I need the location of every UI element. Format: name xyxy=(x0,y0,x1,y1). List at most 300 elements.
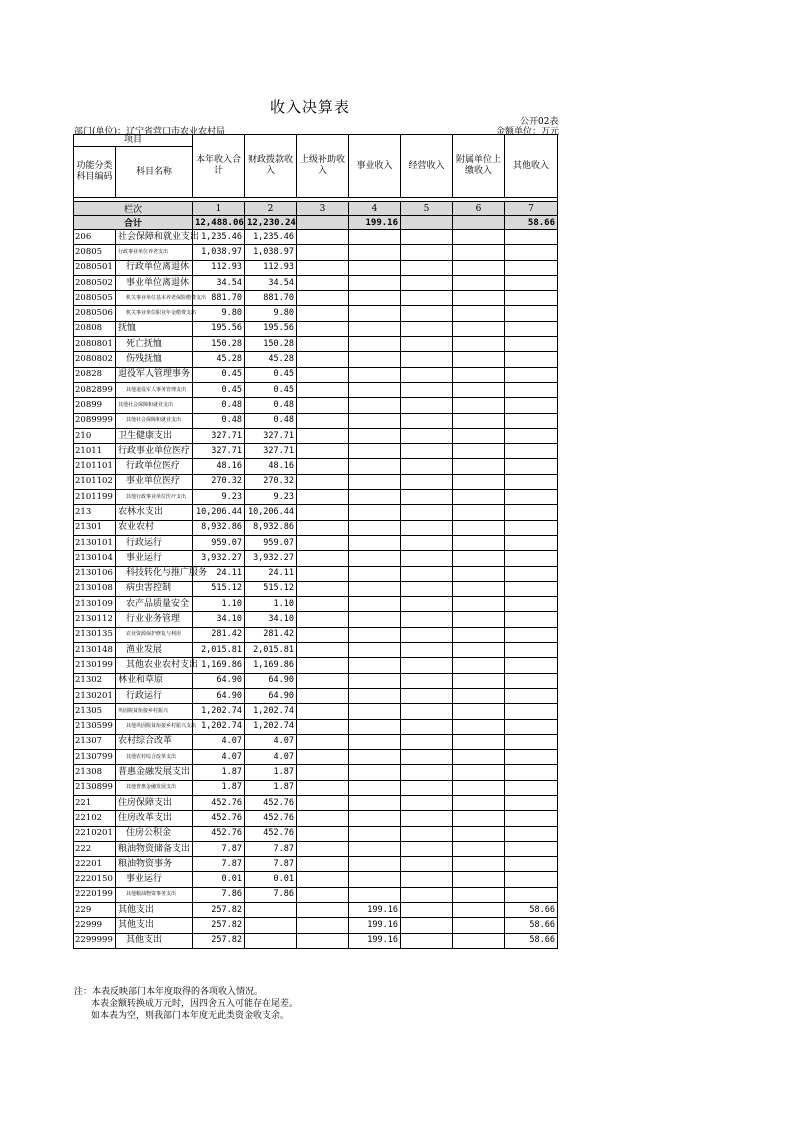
row-value: 150.28 xyxy=(245,337,297,352)
row-name: 其他退役军人事务管理支出 xyxy=(116,382,193,397)
row-value: 515.12 xyxy=(245,581,297,596)
row-value xyxy=(505,428,558,443)
row-value: 0.01 xyxy=(245,872,297,887)
table-row xyxy=(74,444,558,459)
row-value xyxy=(297,750,349,765)
row-value xyxy=(505,719,558,734)
row-value xyxy=(505,826,558,841)
row-value xyxy=(505,474,558,489)
row-value xyxy=(297,566,349,581)
row-value xyxy=(505,658,558,673)
row-value: 1,235.46 xyxy=(193,230,245,245)
row-value xyxy=(401,811,453,826)
row-value xyxy=(453,428,505,443)
row-value xyxy=(505,887,558,902)
row-value: 452.76 xyxy=(193,795,245,810)
row-value xyxy=(349,658,401,673)
table-row xyxy=(74,780,558,795)
table-row xyxy=(74,551,558,566)
row-value xyxy=(297,230,349,245)
row-value xyxy=(505,612,558,627)
row-value xyxy=(401,750,453,765)
row-value xyxy=(297,275,349,290)
row-value xyxy=(297,306,349,321)
row-name: 渔业发展 xyxy=(116,643,193,658)
row-value xyxy=(401,658,453,673)
row-value xyxy=(453,627,505,642)
table-row xyxy=(74,811,558,826)
row-value: 281.42 xyxy=(193,627,245,642)
total-cell xyxy=(401,216,453,230)
row-name: 农村综合改革 xyxy=(116,734,193,749)
row-value xyxy=(401,490,453,505)
row-value xyxy=(297,887,349,902)
row-value: 4.07 xyxy=(245,750,297,765)
row-value xyxy=(401,535,453,550)
row-code: 2299999 xyxy=(74,933,116,948)
row-name: 其他支出 xyxy=(116,933,193,948)
row-value xyxy=(401,505,453,520)
row-value xyxy=(401,857,453,872)
row-value xyxy=(349,597,401,612)
table-row xyxy=(74,903,558,918)
row-value xyxy=(505,337,558,352)
row-name: 粮油物资储备支出 xyxy=(116,841,193,856)
row-value: 7.86 xyxy=(193,887,245,902)
row-value: 881.70 xyxy=(193,291,245,306)
row-value xyxy=(297,551,349,566)
row-value xyxy=(401,275,453,290)
row-value xyxy=(349,321,401,336)
row-value xyxy=(505,230,558,245)
row-value xyxy=(297,658,349,673)
row-value xyxy=(453,245,505,260)
row-code: 2130201 xyxy=(74,688,116,703)
index-number: 7 xyxy=(505,202,558,216)
row-code: 2130148 xyxy=(74,643,116,658)
row-value xyxy=(297,780,349,795)
row-value xyxy=(349,872,401,887)
row-value xyxy=(349,581,401,596)
row-value xyxy=(401,780,453,795)
row-value: 3,932.27 xyxy=(245,551,297,566)
row-code: 22201 xyxy=(74,857,116,872)
row-value xyxy=(349,857,401,872)
row-code: 2080802 xyxy=(74,352,116,367)
row-value xyxy=(505,566,558,581)
row-name: 其他巩固脱贫衔接乡村振兴支出 xyxy=(116,719,193,734)
row-name: 行政事业单位养老支出 xyxy=(116,245,193,260)
row-value xyxy=(297,260,349,275)
row-value xyxy=(349,765,401,780)
row-value xyxy=(297,245,349,260)
row-value: 257.82 xyxy=(193,933,245,948)
row-value xyxy=(505,750,558,765)
table-row xyxy=(74,566,558,581)
row-value xyxy=(453,474,505,489)
row-value: 1,202.74 xyxy=(245,719,297,734)
table-row xyxy=(74,275,558,290)
row-value xyxy=(297,413,349,428)
row-code: 2130899 xyxy=(74,780,116,795)
row-value xyxy=(453,444,505,459)
table-row xyxy=(74,887,558,902)
row-code: 2130109 xyxy=(74,597,116,612)
row-value xyxy=(505,581,558,596)
row-value xyxy=(297,872,349,887)
row-value xyxy=(349,826,401,841)
row-name: 其他社会保障和就业支出 xyxy=(116,413,193,428)
row-value xyxy=(401,887,453,902)
row-value: 0.45 xyxy=(245,382,297,397)
total-cell: 12,488.06 xyxy=(193,216,245,230)
row-code: 2101199 xyxy=(74,490,116,505)
row-value xyxy=(453,750,505,765)
row-value xyxy=(297,612,349,627)
row-code: 21307 xyxy=(74,734,116,749)
row-value xyxy=(297,643,349,658)
col-header-code: 功能分类科目编码 xyxy=(74,147,116,198)
row-value xyxy=(453,566,505,581)
row-value xyxy=(505,872,558,887)
row-value xyxy=(297,428,349,443)
col-header-name: 科目名称 xyxy=(116,147,193,198)
row-value xyxy=(505,551,558,566)
row-code: 2130135 xyxy=(74,627,116,642)
row-value xyxy=(401,826,453,841)
row-value xyxy=(297,352,349,367)
row-value xyxy=(401,398,453,413)
amount-unit-label: 金额单位：万元 xyxy=(496,127,560,137)
row-name: 住房保障支出 xyxy=(116,795,193,810)
row-value xyxy=(505,398,558,413)
table-row xyxy=(74,719,558,734)
row-value xyxy=(349,520,401,535)
table-row xyxy=(74,765,558,780)
row-value xyxy=(453,673,505,688)
row-value xyxy=(401,474,453,489)
row-code: 2220199 xyxy=(74,887,116,902)
row-value xyxy=(453,352,505,367)
row-value xyxy=(401,321,453,336)
row-value: 0.48 xyxy=(193,398,245,413)
row-value xyxy=(505,352,558,367)
row-value xyxy=(297,903,349,918)
row-value: 199.16 xyxy=(349,903,401,918)
row-name: 事业单位离退休 xyxy=(116,275,193,290)
row-value xyxy=(453,643,505,658)
row-value: 4.07 xyxy=(193,734,245,749)
row-code: 2130101 xyxy=(74,535,116,550)
col-header-business: 事业收入 xyxy=(349,135,401,198)
row-value: 1.10 xyxy=(193,597,245,612)
row-value: 1.87 xyxy=(245,765,297,780)
row-code: 2080506 xyxy=(74,306,116,321)
row-value: 327.71 xyxy=(193,444,245,459)
row-name: 行政运行 xyxy=(116,688,193,703)
row-name: 机关事业单位基本养老保险缴费支出 xyxy=(116,291,193,306)
row-value xyxy=(453,903,505,918)
row-value xyxy=(401,245,453,260)
table-row xyxy=(74,337,558,352)
table-row xyxy=(74,260,558,275)
row-value: 4.07 xyxy=(193,750,245,765)
row-value xyxy=(297,444,349,459)
department-label: 部门(单位)：辽宁省营口市农业农村局 xyxy=(74,127,226,137)
row-value xyxy=(401,933,453,948)
table-row xyxy=(74,321,558,336)
row-code: 210 xyxy=(74,428,116,443)
row-value: 452.76 xyxy=(245,826,297,841)
row-value xyxy=(349,398,401,413)
row-value xyxy=(453,291,505,306)
row-name: 巩固脱贫衔接乡村振兴 xyxy=(116,704,193,719)
page-title: 收入决算表 xyxy=(269,98,350,116)
row-value xyxy=(453,551,505,566)
row-value xyxy=(505,780,558,795)
col-header-fiscal: 财政拨款收入 xyxy=(245,135,297,198)
row-value xyxy=(297,291,349,306)
row-value: 0.45 xyxy=(193,382,245,397)
row-value xyxy=(401,382,453,397)
row-value xyxy=(349,719,401,734)
row-value xyxy=(505,734,558,749)
row-value xyxy=(297,704,349,719)
row-value xyxy=(401,581,453,596)
row-value: 7.87 xyxy=(193,841,245,856)
table-row xyxy=(74,612,558,627)
row-value: 24.11 xyxy=(193,566,245,581)
total-cell: 58.66 xyxy=(505,216,558,230)
table-row xyxy=(74,933,558,948)
row-value xyxy=(453,306,505,321)
row-value xyxy=(349,459,401,474)
footnotes xyxy=(74,986,298,1022)
row-value: 24.11 xyxy=(245,566,297,581)
row-value: 1,202.74 xyxy=(245,704,297,719)
row-code: 2130104 xyxy=(74,551,116,566)
row-value xyxy=(349,887,401,902)
row-name: 林业和草原 xyxy=(116,673,193,688)
row-value xyxy=(505,795,558,810)
row-value xyxy=(453,597,505,612)
table-row xyxy=(74,841,558,856)
row-value xyxy=(349,688,401,703)
row-value xyxy=(453,780,505,795)
row-code: 20808 xyxy=(74,321,116,336)
row-value: 2,015.81 xyxy=(193,643,245,658)
row-name: 其他农业农村支出 xyxy=(116,658,193,673)
row-value xyxy=(453,887,505,902)
table-row xyxy=(74,428,558,443)
table-row xyxy=(74,474,558,489)
row-value xyxy=(453,520,505,535)
row-value: 45.28 xyxy=(193,352,245,367)
row-value xyxy=(401,841,453,856)
row-value xyxy=(401,551,453,566)
row-value xyxy=(349,734,401,749)
row-value xyxy=(349,291,401,306)
row-value xyxy=(297,597,349,612)
row-value xyxy=(401,918,453,933)
row-value: 1.87 xyxy=(193,780,245,795)
project-header: 项目 xyxy=(74,135,193,147)
row-value xyxy=(401,367,453,382)
row-name: 其他支出 xyxy=(116,903,193,918)
row-value xyxy=(297,918,349,933)
row-value xyxy=(297,795,349,810)
row-value: 10,206.44 xyxy=(245,505,297,520)
row-value xyxy=(401,688,453,703)
row-value xyxy=(297,826,349,841)
row-value xyxy=(453,872,505,887)
form-number: 公开02表 xyxy=(520,117,559,127)
table-row xyxy=(74,459,558,474)
row-value xyxy=(349,490,401,505)
total-cell xyxy=(297,216,349,230)
row-value: 327.71 xyxy=(245,428,297,443)
row-value: 270.32 xyxy=(193,474,245,489)
row-code: 2101102 xyxy=(74,474,116,489)
row-name: 卫生健康支出 xyxy=(116,428,193,443)
row-value xyxy=(453,933,505,948)
row-name: 行业业务管理 xyxy=(116,612,193,627)
row-value: 257.82 xyxy=(193,903,245,918)
row-value xyxy=(401,795,453,810)
col-header-operation: 经营收入 xyxy=(401,135,453,198)
row-value xyxy=(297,688,349,703)
row-name: 死亡抚恤 xyxy=(116,337,193,352)
row-value xyxy=(505,413,558,428)
table-row xyxy=(74,291,558,306)
row-value: 58.66 xyxy=(505,933,558,948)
row-value xyxy=(297,337,349,352)
index-number: 4 xyxy=(349,202,401,216)
footnote: 本表金额转换成万元时，因四舍五入可能存在尾差。 xyxy=(91,999,299,1009)
row-value: 0.48 xyxy=(193,413,245,428)
row-value xyxy=(453,535,505,550)
row-value xyxy=(401,719,453,734)
row-name: 农产品质量安全 xyxy=(116,597,193,612)
row-value xyxy=(401,291,453,306)
row-value xyxy=(297,581,349,596)
row-value xyxy=(297,535,349,550)
row-code: 221 xyxy=(74,795,116,810)
row-code: 21305 xyxy=(74,704,116,719)
table-row xyxy=(74,826,558,841)
row-code: 2082899 xyxy=(74,382,116,397)
table-row xyxy=(74,535,558,550)
row-code: 2080501 xyxy=(74,260,116,275)
income-table xyxy=(73,134,558,949)
row-value xyxy=(505,245,558,260)
row-value: 7.87 xyxy=(245,857,297,872)
row-code: 2080801 xyxy=(74,337,116,352)
row-value xyxy=(401,734,453,749)
row-value xyxy=(349,627,401,642)
col-header-affiliated: 附属单位上缴收入 xyxy=(453,135,505,198)
row-value xyxy=(349,841,401,856)
row-value: 0.48 xyxy=(245,413,297,428)
row-value xyxy=(349,367,401,382)
table-row xyxy=(74,245,558,260)
row-value xyxy=(401,612,453,627)
row-value: 48.16 xyxy=(245,459,297,474)
row-value xyxy=(453,658,505,673)
row-name: 科技转化与推广服务 xyxy=(116,566,193,581)
row-value xyxy=(349,428,401,443)
table-row xyxy=(74,673,558,688)
row-value: 1,235.46 xyxy=(245,230,297,245)
row-value: 1,038.97 xyxy=(245,245,297,260)
footnote: 如本表为空，则我部门本年度无此类资金收支余。 xyxy=(91,1011,290,1021)
row-value xyxy=(401,306,453,321)
row-value xyxy=(453,704,505,719)
row-code: 2130199 xyxy=(74,658,116,673)
row-value: 515.12 xyxy=(193,581,245,596)
row-name: 退役军人管理事务 xyxy=(116,367,193,382)
row-value xyxy=(453,734,505,749)
row-value xyxy=(505,291,558,306)
row-value xyxy=(297,474,349,489)
index-number: 5 xyxy=(401,202,453,216)
row-value: 195.56 xyxy=(193,321,245,336)
row-value xyxy=(453,230,505,245)
row-value xyxy=(349,444,401,459)
table-row xyxy=(74,520,558,535)
row-value xyxy=(453,581,505,596)
row-value xyxy=(453,612,505,627)
row-value: 1,202.74 xyxy=(193,719,245,734)
row-value: 1.10 xyxy=(245,597,297,612)
row-value: 195.56 xyxy=(245,321,297,336)
index-label: 栏次 xyxy=(74,202,193,216)
row-value xyxy=(505,367,558,382)
row-value: 7.86 xyxy=(245,887,297,902)
row-code: 20805 xyxy=(74,245,116,260)
row-value xyxy=(297,367,349,382)
row-value xyxy=(349,505,401,520)
row-code: 229 xyxy=(74,903,116,918)
row-value xyxy=(245,903,297,918)
row-value xyxy=(401,765,453,780)
row-name: 机关事业单位职业年金缴费支出 xyxy=(116,306,193,321)
row-value xyxy=(401,597,453,612)
row-value xyxy=(297,627,349,642)
row-value: 34.54 xyxy=(245,275,297,290)
row-value: 64.90 xyxy=(245,673,297,688)
row-value xyxy=(505,765,558,780)
row-value: 2,015.81 xyxy=(245,643,297,658)
table-row xyxy=(74,643,558,658)
table-row xyxy=(74,750,558,765)
total-label: 合计 xyxy=(74,216,193,230)
row-value xyxy=(297,673,349,688)
row-value: 0.45 xyxy=(245,367,297,382)
footnote: 注：本表反映部门本年度取得的各项收入情况。 xyxy=(74,987,264,997)
row-value xyxy=(453,765,505,780)
row-value: 0.45 xyxy=(193,367,245,382)
row-value: 4.07 xyxy=(245,734,297,749)
row-value xyxy=(505,673,558,688)
index-row xyxy=(74,202,558,216)
row-value xyxy=(349,566,401,581)
row-value xyxy=(349,260,401,275)
row-value xyxy=(453,688,505,703)
row-value xyxy=(349,673,401,688)
table-row xyxy=(74,398,558,413)
row-value: 64.90 xyxy=(245,688,297,703)
